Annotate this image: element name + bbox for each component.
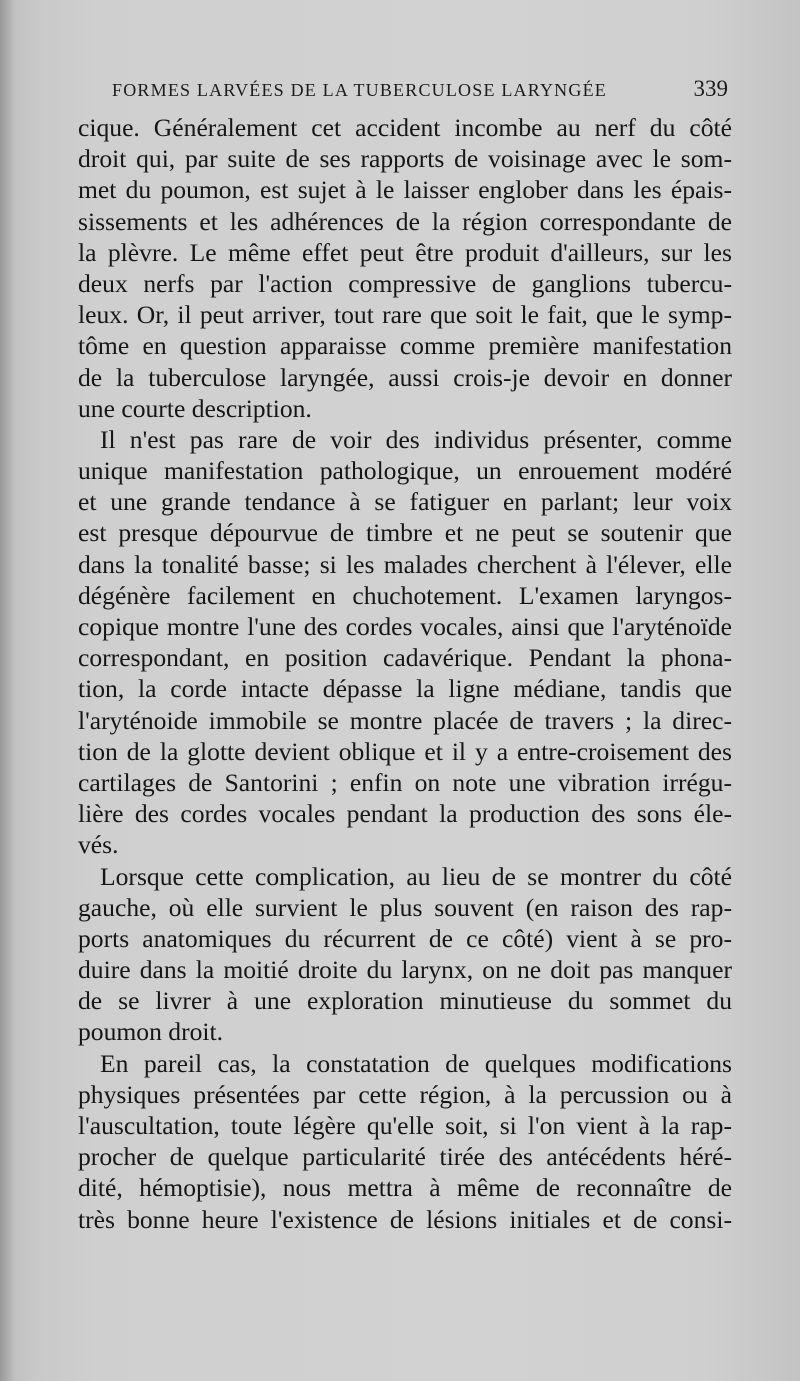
page-header xyxy=(112,72,732,112)
text-line: duire dans la moitié droite du larynx, on ne doit pas manquer xyxy=(78,955,732,985)
text-line: dans la tonalité basse; si les malades cherchent à l'élever, elle xyxy=(78,549,732,579)
text-line: deux nerfs par l'action compressive de ganglions tubercu- xyxy=(78,268,732,298)
text-line: dégénère facilement en chuchotement. L'examen laryngos- xyxy=(78,580,732,610)
text-line: gauche, où elle survient le plus souvent (en raison des rap- xyxy=(78,892,732,922)
text-line: est presque dépourvue de timbre et ne peut se soutenir que xyxy=(78,518,732,548)
text-line: dité, hémoptisie), nous mettra à même de reconnaître de xyxy=(78,1173,732,1203)
text-line: vés. xyxy=(78,830,119,860)
text-line: tion, la corde intacte dépasse la ligne médiane, tandis que xyxy=(78,674,732,704)
text-line: leux. Or, il peut arriver, tout rare que soit le fait, que le symp- xyxy=(78,300,732,330)
text-line: tion de la glotte devient oblique et il y a entre-croisement des xyxy=(78,736,732,766)
gutter-shadow xyxy=(0,0,14,1381)
text-line: cartilages de Santorini ; enfin on note une vibration irrégu- xyxy=(78,767,732,797)
text-line: sissements et les adhérences de la région correspondante de xyxy=(78,206,732,236)
body-text xyxy=(78,112,732,1235)
text-line: de la tuberculose laryngée, aussi crois-je devoir en donner xyxy=(78,362,732,392)
text-line: met du poumon, est sujet à le laisser englober dans les épais- xyxy=(78,175,732,205)
text-line: cique. Généralement cet accident incombe au nerf du côté xyxy=(78,113,732,142)
text-line: lière des cordes vocales pendant la production des sons éle- xyxy=(78,799,732,829)
text-line: En pareil cas, la constatation de quelques modifications xyxy=(100,1048,732,1078)
text-line: ports anatomiques du récurrent de ce côté) vient à se pro- xyxy=(78,923,732,953)
text-line: et une grande tendance à se fatiguer en parlant; leur voix xyxy=(78,487,732,517)
text-line: de se livrer à une exploration minutieuse du sommet du xyxy=(78,986,732,1016)
text-line: tôme en question apparaisse comme première manifestation xyxy=(78,331,732,361)
page-number: 339 xyxy=(693,76,728,101)
text-line: poumon droit. xyxy=(78,1017,224,1047)
text-line: droit qui, par suite de ses rapports de voisinage avec le som- xyxy=(78,144,732,174)
text-line: Il n'est pas rare de voir des individus présenter, comme xyxy=(100,424,732,454)
text-line: très bonne heure l'existence de lésions initiales et de consi- xyxy=(78,1204,732,1234)
text-line: l'auscultation, toute légère qu'elle soit, si l'on vient à la rap- xyxy=(78,1111,732,1140)
text-line: une courte description. xyxy=(78,393,312,423)
text-line: copique montre l'une des cordes vocales, ainsi que l'aryténoïde xyxy=(78,612,732,641)
text-line: procher de quelque particularité tirée des antécédents héré- xyxy=(78,1142,732,1172)
text-line: la plèvre. Le même effet peut être produit d'ailleurs, sur les xyxy=(78,237,732,267)
text-line: l'aryténoide immobile se montre placée de travers ; la direc- xyxy=(78,705,732,735)
running-title: FORMES LARVÉES DE LA TUBERCULOSE LARYNGÉE xyxy=(112,80,607,100)
text-line: correspondant, en position cadavérique. Pendant la phona- xyxy=(78,643,732,673)
text-line: unique manifestation pathologique, un enrouement modéré xyxy=(78,456,732,486)
text-line: physiques présentées par cette région, à la percussion ou à xyxy=(78,1079,732,1109)
text-line: Lorsque cette complication, au lieu de se montrer du côté xyxy=(100,861,732,891)
